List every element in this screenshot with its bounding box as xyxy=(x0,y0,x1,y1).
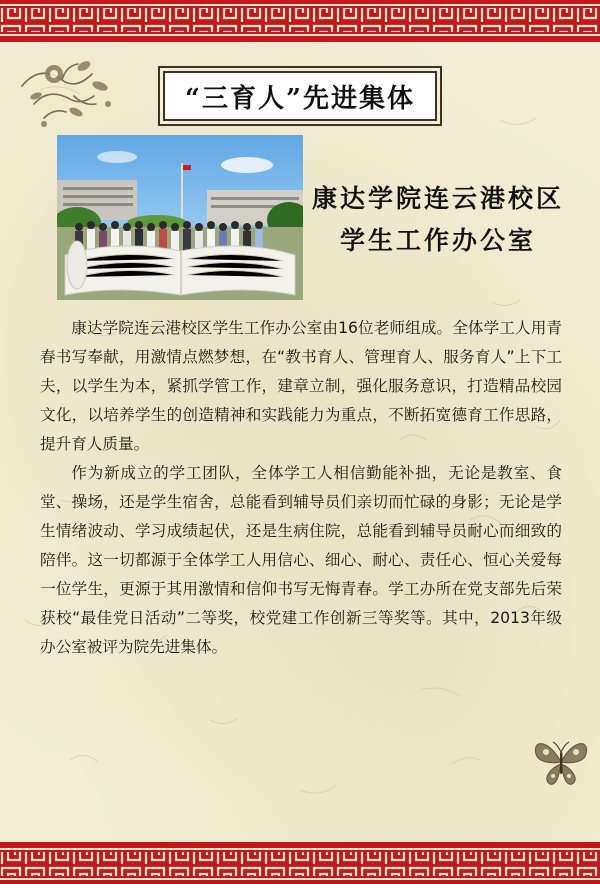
page-title: “三育人”先进集体 xyxy=(185,83,415,114)
body-text xyxy=(40,314,562,662)
office-name xyxy=(308,178,568,262)
office-name-line2: 学生工作办公室 xyxy=(339,226,536,255)
team-photo xyxy=(57,135,303,300)
paragraph-1: 康达学院连云港校区学生工作办公室由16位老师组成。全体学工人用青春书写奉献，用激情点燃梦想，在“教书育人、管理育人、服务育人”上下工夫，以学生为本，紧抓学管工作，建章立制，强化服务意识，打造精品校园文化，以培养学生的创造精神和实践能力为重点，不断拓宽德育工作思路，提升育人质量。 xyxy=(40,319,562,453)
office-name-line1: 康达学院连云港校区 xyxy=(311,184,564,213)
butterfly-ornament-icon xyxy=(528,728,594,794)
title-plate xyxy=(163,71,437,121)
bottom-border xyxy=(0,842,600,884)
top-border xyxy=(0,0,600,42)
paragraph-2: 作为新成立的学工团队，全体学工人相信勤能补拙，无论是教室、食堂、操场，还是学生宿舍，总能看到辅导员们亲切而忙碌的身影；无论是学生情绪波动、学习成绩起伏，还是生病住院，总能看到辅导员耐心而细致的陪伴。这一切都源于全体学工人用信心、细心、耐心、责任心、恒心关爱每一位学生，更源于其用激情和信仰书写无悔青春。学工办所在党支部先后荣获校“最佳党日活动”二等奖，校党建工作创新三等奖等。其中，2013年级办公室被评为院先进集体。 xyxy=(40,464,562,656)
floral-ornament-icon xyxy=(14,46,124,136)
